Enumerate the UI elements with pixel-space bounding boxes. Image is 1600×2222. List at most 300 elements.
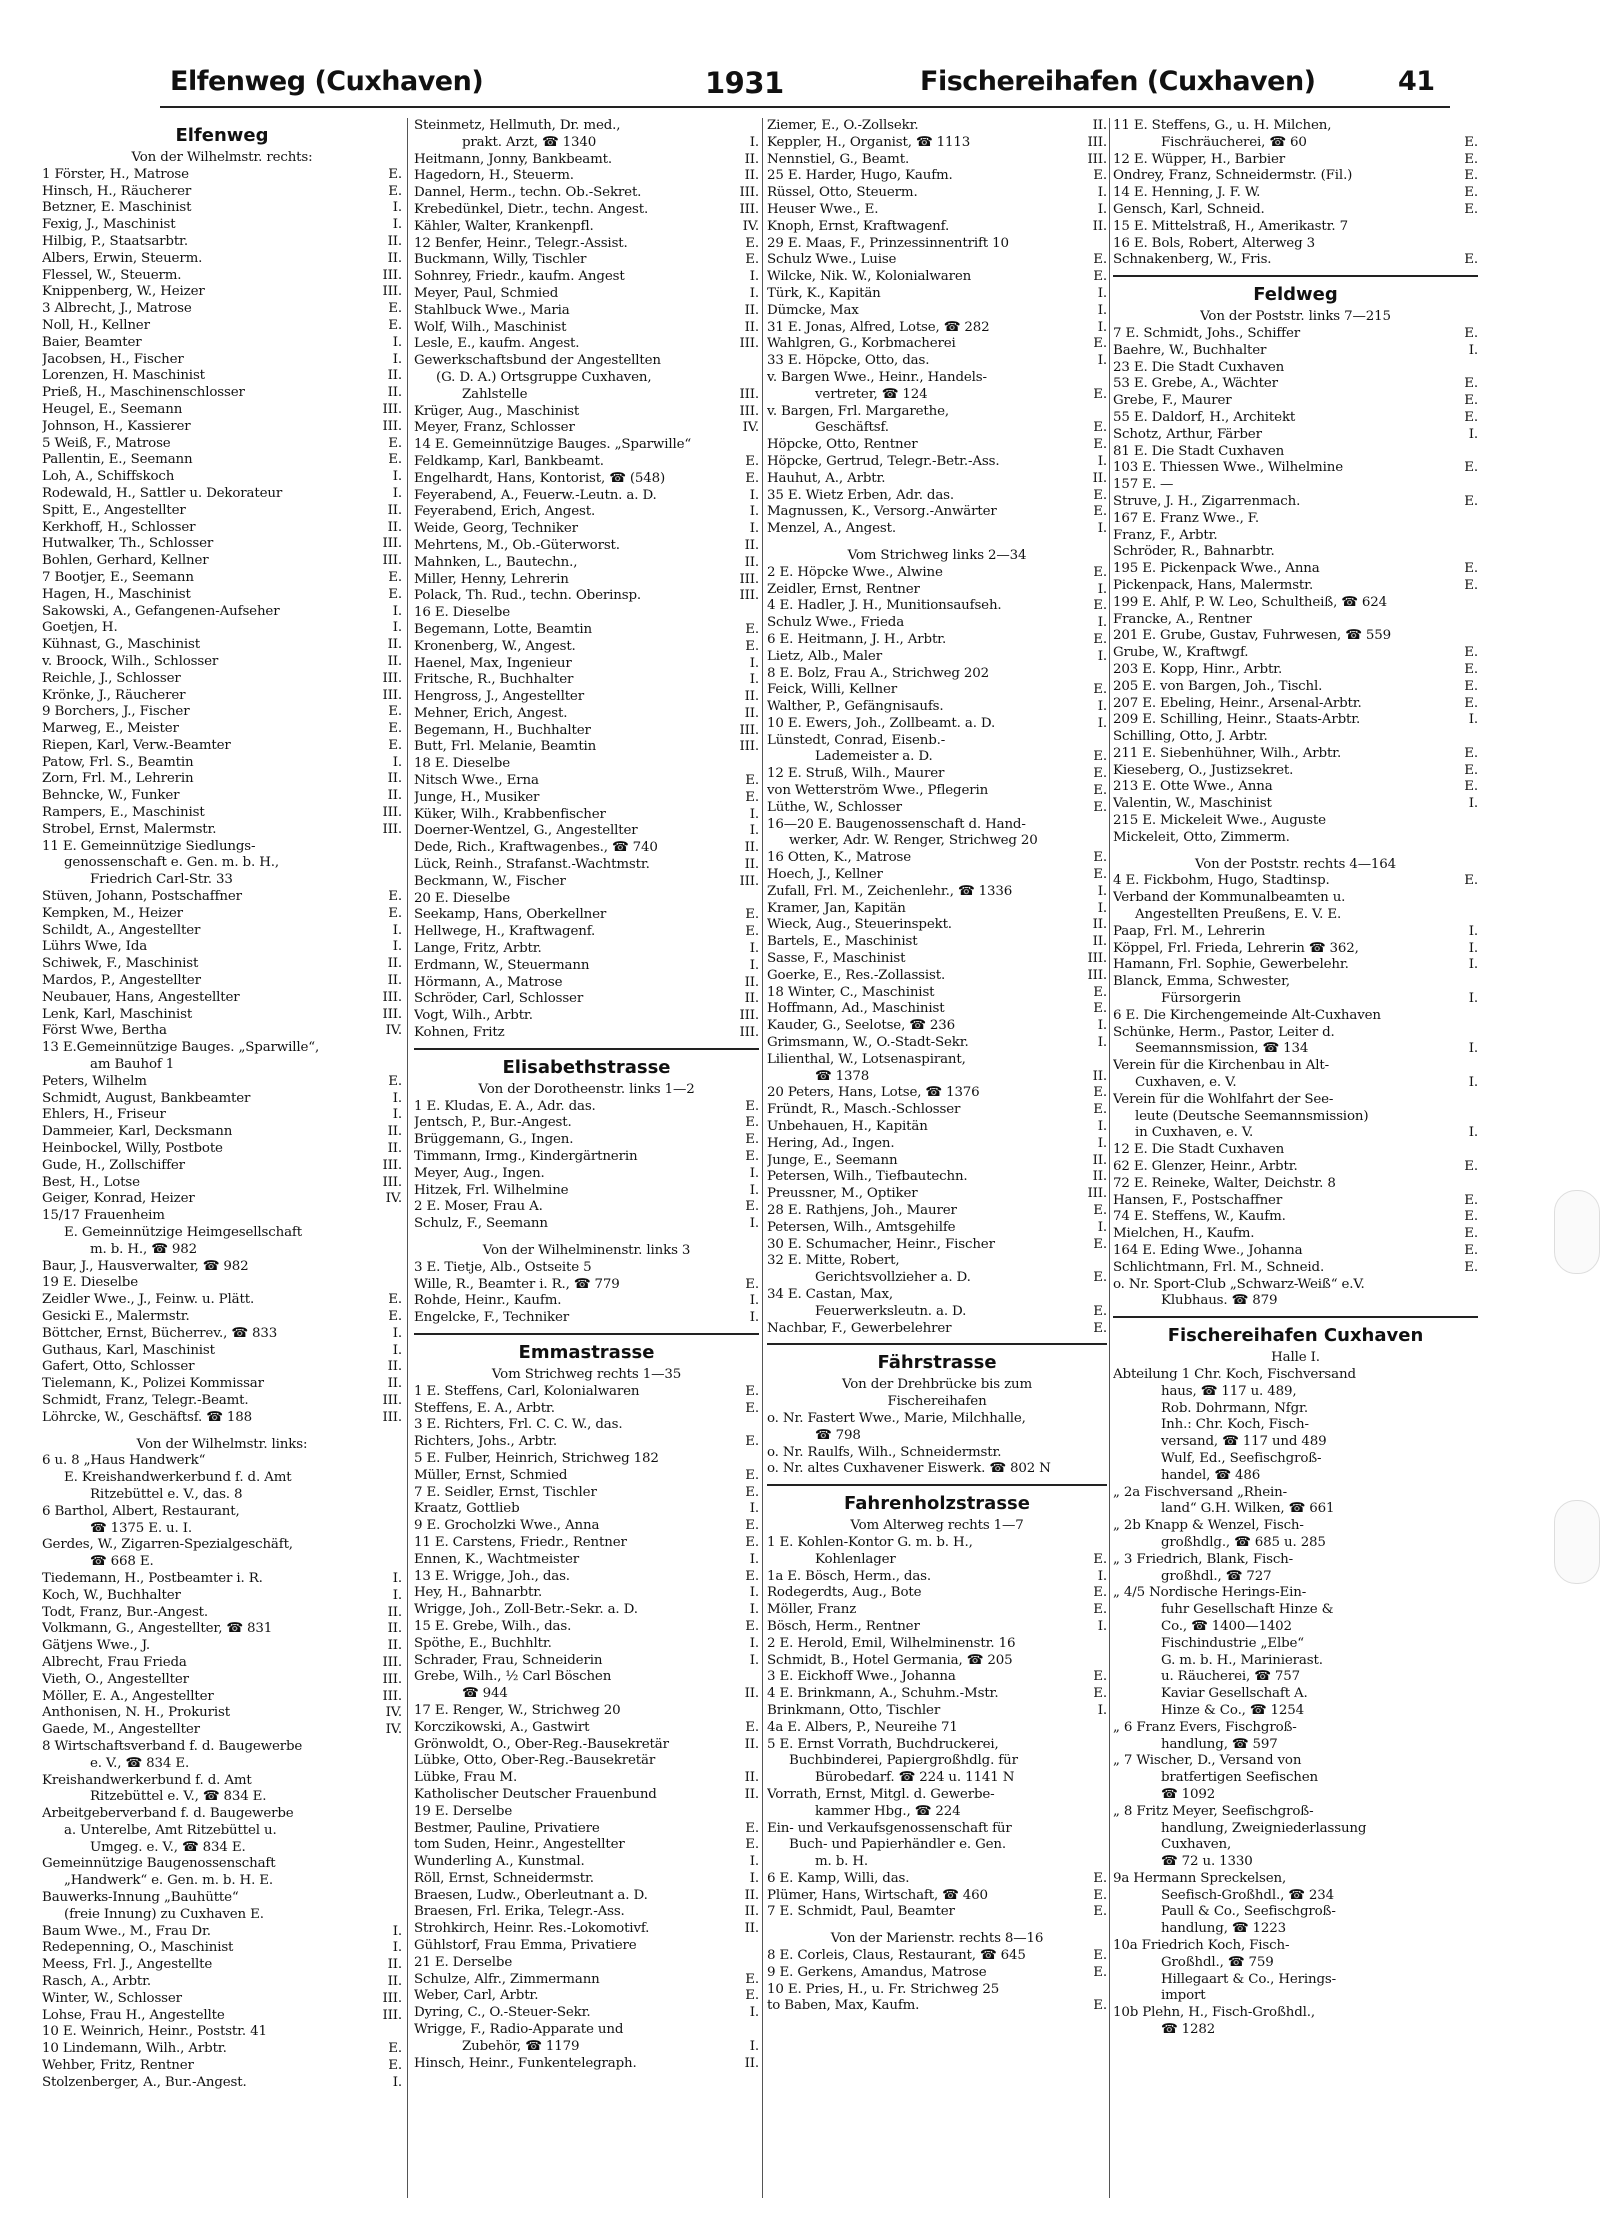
floor-marker: III. [1084,152,1107,169]
entry-text: Arbeitgeberverband f. d. Baugewerbe [42,1806,294,1822]
entry-text: 2 E. Moser, Frau A. [414,1199,543,1215]
floor-marker: I. [747,1552,759,1569]
entry-text: Wolf, Wilh., Maschinist [414,319,567,335]
resident-entry [767,437,1107,454]
entry-text: Betzner, E. Maschinist [42,200,192,216]
entry-text: Unbehauen, H., Kapitän [767,1119,928,1135]
resident-entry [414,1552,759,1569]
resident-entry [1113,1552,1478,1569]
resident-entry [1113,2022,1478,2039]
floor-marker: E. [1461,252,1478,269]
resident-entry [767,420,1107,437]
entry-text: Schmidt, August, Bankbeamter [42,1090,251,1106]
entry-text: Hauhut, A., Arbtr. [767,470,886,486]
resident-entry [1113,252,1478,269]
resident-entry [414,1099,759,1116]
section-divider [414,1333,759,1335]
entry-text: Gesicki E., Malermstr. [42,1308,190,1324]
floor-marker: E. [742,622,759,639]
floor-marker: E. [385,318,402,335]
column-divider [1109,118,1110,2198]
spacer [414,1233,759,1243]
entry-text: 12 E. Die Stadt Cuxhaven [1113,1142,1285,1158]
entry-text: Braesen, Frl. Erika, Telegr.-Ass. [414,1904,625,1920]
resident-entry [1113,813,1478,830]
floor-marker: III. [379,1158,402,1175]
page-number: 41 [1398,66,1435,97]
entry-text: Zahlstelle [462,386,528,402]
floor-marker: I. [747,1183,759,1200]
floor-marker: E. [1090,682,1107,699]
entry-text: Ennen, K., Wachtmeister [414,1551,579,1567]
floor-marker: III. [1084,968,1107,985]
section-subheading: Vom Strichweg rechts 1—35 [491,1366,682,1382]
entry-text: Goetjen, H. [42,620,118,636]
resident-entry [42,1191,402,1208]
floor-marker: I. [390,1940,402,1957]
resident-entry [1113,460,1478,477]
resident-entry [414,1938,759,1955]
resident-entry [414,471,759,488]
floor-marker: I. [747,1293,759,1310]
resident-entry [1113,1585,1478,1602]
entry-text: Mielchen, H., Kaufm. [1113,1226,1255,1242]
floor-marker: E. [1461,494,1478,511]
resident-entry [42,1655,402,1672]
resident-entry [42,570,402,587]
floor-marker: II. [742,152,759,169]
entry-text: Baehre, W., Buchhalter [1113,342,1267,358]
entry-text: Böttcher, Ernst, Bücherrev., ☎ 833 [42,1325,278,1341]
floor-marker: I. [390,1588,402,1605]
floor-marker: II. [742,2056,759,2073]
resident-entry [767,185,1107,202]
entry-text: Löhrcke, W., Geschäftsf. ☎ 188 [42,1409,253,1425]
resident-entry [767,320,1107,337]
floor-marker: III. [736,404,759,421]
resident-entry [42,1326,402,1343]
floor-marker: E. [1090,1237,1107,1254]
resident-entry [1113,1737,1478,1754]
resident-entry [414,1293,759,1310]
entry-text: Bestmer, Pauline, Privatiere [414,1820,600,1836]
floor-marker: E. [1461,168,1478,185]
floor-marker: II. [385,1605,402,1622]
resident-entry [414,891,759,908]
entry-text: Engelcke, F., Techniker [414,1310,570,1326]
resident-entry [414,622,759,639]
resident-entry [42,1074,402,1091]
resident-entry [414,907,759,924]
resident-entry [767,1569,1107,1586]
entry-text: Vieth, O., Angestellter [42,1671,189,1687]
resident-entry [42,1175,402,1192]
entry-text: Möller, E. A., Angestellter [42,1688,214,1704]
resident-entry [42,872,402,889]
entry-text: 10 Lindemann, Wilh., Arbtr. [42,2041,227,2057]
entry-text: Stahlbuck Wwe., Maria [414,302,570,318]
resident-entry [767,168,1107,185]
resident-entry [1113,1821,1478,1838]
floor-marker: III. [736,1025,759,1042]
resident-entry [767,951,1107,968]
resident-entry [767,666,1107,683]
entry-text: 35 E. Wietz Erben, Adr. das. [767,487,954,503]
floor-marker: II. [385,788,402,805]
resident-entry [767,118,1107,135]
resident-entry [767,286,1107,303]
entry-text: 203 E. Kopp, Hinr., Arbtr. [1113,661,1283,677]
resident-entry [42,1940,402,1957]
resident-entry [414,790,759,807]
resident-entry [1113,1109,1478,1126]
resident-entry [767,901,1107,918]
resident-entry [42,805,402,822]
entry-text: Paull & Co., Seefischgroß- [1161,1904,1336,1920]
entry-text: Marweg, E., Meister [42,721,179,737]
floor-marker: E. [385,889,402,906]
resident-entry [1113,1293,1478,1310]
entry-text: Lenk, Karl, Maschinist [42,1006,193,1022]
floor-marker: E. [1090,1904,1107,1921]
floor-marker: I. [747,286,759,303]
entry-text: 9 E. Gerkens, Amandus, Matrose [767,1964,987,1980]
resident-entry [42,1907,402,1924]
entry-text: 5 E. Ernst Vorrath, Buchdruckerei, [767,1736,999,1752]
resident-entry [414,320,759,337]
floor-marker: E. [1090,437,1107,454]
floor-marker: E. [742,639,759,656]
entry-text: Feldkamp, Karl, Bankbeamt. [414,453,604,469]
resident-entry [414,2005,759,2022]
floor-marker: E. [1090,1686,1107,1703]
resident-entry [767,1270,1107,1287]
floor-marker: III. [736,1008,759,1025]
resident-entry [767,1787,1107,1804]
entry-text: 207 E. Ebeling, Heinr., Arsenal-Arbtr. [1113,695,1362,711]
resident-entry [414,1988,759,2005]
floor-marker: I. [1095,1035,1107,1052]
entry-text: Haenel, Max, Ingenieur [414,655,572,671]
entry-text: o. Nr. Sport-Club „Schwarz-Weiß“ e.V. [1113,1276,1365,1292]
resident-entry [767,1411,1107,1428]
entry-text: Höpcke, Otto, Rentner [767,437,918,453]
resident-entry [767,985,1107,1002]
floor-marker: E. [385,570,402,587]
entry-text: Strobel, Ernst, Malermstr. [42,821,217,837]
floor-marker: I. [747,1854,759,1871]
resident-entry [767,1203,1107,1220]
entry-text: Klubhaus. ☎ 879 [1161,1293,1278,1309]
resident-entry [414,1904,759,1921]
resident-entry [42,452,402,469]
floor-marker: I. [390,352,402,369]
entry-text: Reichle, J., Schlosser [42,670,181,686]
entry-text: 18 E. Dieselbe [414,756,511,772]
section-subheading: Von der Poststr. links 7—215 [1200,309,1391,325]
floor-marker: II. [385,1124,402,1141]
entry-text: Großhdl., ☎ 759 [1161,1954,1274,1970]
entry-text: 3 Albrecht, J., Matrose [42,301,192,317]
resident-entry [767,817,1107,834]
entry-text: Hellwege, H., Kraftwagenf. [414,924,596,940]
resident-entry [414,454,759,471]
floor-marker: E. [742,907,759,924]
entry-text: Rodegerdts, Aug., Bote [767,1585,922,1601]
floor-marker: III. [379,536,402,553]
floor-marker: I. [747,1216,759,1233]
resident-entry [42,1376,402,1393]
floor-marker: E. [742,1277,759,1294]
floor-marker: I. [1466,796,1478,813]
floor-marker: II. [742,1770,759,1787]
entry-text: Richters, Johs., Arbtr. [414,1434,558,1450]
entry-text: Jentsch, P., Bur.-Angest. [414,1115,572,1131]
entry-text: Bösch, Herm., Rentner [767,1618,920,1634]
entry-text: Heitmann, Jonny, Bankbeamt. [414,151,613,167]
floor-marker: I. [747,1501,759,1518]
resident-entry [1113,1871,1478,1888]
floor-marker: I. [390,1571,402,1588]
entry-text: Nennstiel, G., Beamt. [767,151,910,167]
entry-text: 11 E. Steffens, G., u. H. Milchen, [1113,118,1332,133]
resident-entry [42,1040,402,1057]
floor-marker: E. [385,1309,402,1326]
floor-marker: III. [379,1655,402,1672]
floor-marker: III. [736,572,759,589]
floor-marker: E. [742,1569,759,1586]
entry-text: Petersen, Wilh., Tiefbautechn. [767,1169,968,1185]
resident-entry [767,1636,1107,1653]
entry-text: Mehner, Erich, Angest. [414,705,568,721]
street-heading: Fischereihafen Cuxhaven [1167,1325,1424,1347]
entry-text: Wunderling A., Kunstmal. [414,1854,585,1870]
resident-entry [1113,1619,1478,1636]
floor-marker: I. [1095,303,1107,320]
entry-text: Ehlers, H., Friseur [42,1107,166,1123]
floor-marker: I. [747,672,759,689]
resident-entry [1113,1518,1478,1535]
entry-text: Menzel, A., Angest. [767,521,896,537]
floor-marker: III. [379,688,402,705]
resident-entry [767,1821,1107,1838]
resident-entry [414,1384,759,1401]
entry-text: Kieseberg, O., Justizsekret. [1113,762,1294,778]
floor-marker: I. [1095,716,1107,733]
resident-entry [1113,360,1478,377]
entry-text: m. b. H., ☎ 982 [90,1241,197,1257]
resident-entry [767,833,1107,850]
resident-entry [1113,1075,1478,1092]
resident-entry [1113,729,1478,746]
entry-text: Müller, Ernst, Schmied [414,1467,568,1483]
resident-entry [767,968,1107,985]
resident-entry [42,1739,402,1756]
entry-text: Paap, Frl. M., Lehrerin [1113,923,1266,939]
entry-text: ☎ 668 E. [90,1554,154,1570]
column-3 [767,118,1107,2208]
entry-text: genossenschaft e. Gen. m. b. H., [64,855,279,871]
resident-entry [42,654,402,671]
floor-marker: I. [1095,649,1107,666]
resident-entry [1113,1226,1478,1243]
entry-text: 10b Plehn, H., Fisch-Großhdl., [1113,2005,1315,2021]
floor-marker: I. [1466,1041,1478,1058]
entry-text: Erdmann, W., Steuermann [414,957,590,973]
resident-entry [414,1972,759,1989]
resident-entry [42,1292,402,1309]
entry-text: 4 E. Brinkmann, A., Schuhm.-Mstr. [767,1686,999,1702]
entry-text: Lorenzen, H. Maschinist [42,368,205,384]
floor-marker: E. [1090,420,1107,437]
entry-text: v. Broock, Wilh., Schlosser [42,653,219,669]
resident-entry [42,1638,402,1655]
entry-text: Schulz Wwe., Luise [767,252,897,268]
entry-text: Katholischer Deutscher Frauenbund [414,1786,657,1802]
entry-text: Johnson, H., Kassierer [42,418,191,434]
resident-entry [767,1720,1107,1737]
entry-text: Francke, A., Rentner [1113,611,1252,627]
entry-text: 62 E. Glenzer, Heinr., Arbtr. [1113,1159,1298,1175]
resident-entry [42,184,402,201]
entry-text: 199 E. Ahlf, P. W. Leo, Schultheiß, ☎ 624 [1113,594,1388,610]
entry-text: Hengross, J., Angestellter [414,689,584,705]
resident-entry [414,1518,759,1535]
resident-entry [42,1393,402,1410]
floor-marker: E. [385,301,402,318]
entry-text: Buch- und Papierhändler e. Gen. [789,1837,1006,1853]
entry-text: 9 Borchers, J., Fischer [42,704,190,720]
entry-text: 10a Friedrich Koch, Fisch- [1113,1938,1290,1954]
entry-text: Hoech, J., Kellner [767,867,883,883]
entry-text: ☎ 1375 E. u. I. [90,1520,192,1536]
entry-text: Schröder, R., Bahnarbtr. [1113,544,1275,560]
resident-entry [767,1237,1107,1254]
floor-marker: E. [742,1199,759,1216]
resident-entry [42,839,402,856]
entry-text: Hansen, F., Postschaffner [1113,1192,1283,1208]
entry-text: Rodewald, H., Sattler u. Dekorateur [42,485,283,501]
entry-text: 72 E. Reineke, Walter, Deichstr. 8 [1113,1175,1336,1191]
resident-entry [42,1756,402,1773]
resident-entry [414,941,759,958]
resident-entry [767,884,1107,901]
entry-text: Friedrich Carl-Str. 33 [90,872,233,888]
entry-text: 6 E. Kamp, Willi, das. [767,1870,910,1886]
entry-text: 74 E. Steffens, W., Kaufm. [1113,1209,1286,1225]
entry-text: Fürsorgerin [1161,991,1241,1007]
entry-text: 6 E. Heitmann, J. H., Arbtr. [767,631,947,647]
resident-entry [767,749,1107,766]
resident-entry [767,1304,1107,1321]
floor-marker: E. [742,1485,759,1502]
entry-text: Timmann, Irmg., Kindergärtnerin [414,1149,638,1165]
resident-entry [1113,1058,1478,1075]
spacer [767,538,1107,548]
resident-entry [414,1008,759,1025]
resident-entry [767,1253,1107,1270]
entry-text: Volkmann, G., Angestellter, ☎ 831 [42,1621,273,1637]
resident-entry [414,387,759,404]
resident-entry [1113,941,1478,958]
floor-marker: I. [747,504,759,521]
entry-text: großhdlg., ☎ 685 u. 285 [1161,1534,1326,1550]
resident-entry [42,1225,402,1242]
entry-text: 2 E. Herold, Emil, Wilhelminenstr. 16 [767,1635,1016,1651]
entry-text: Schulz Wwe., Frieda [767,615,905,631]
entry-text: 14 E. Henning, J. F. W. [1113,185,1261,201]
floor-marker: II. [1090,1069,1107,1086]
resident-entry [1113,1277,1478,1294]
entry-text: 10 E. Ewers, Joh., Zollbeamt. a. D. [767,715,996,731]
floor-marker: E. [742,790,759,807]
column-divider [407,118,408,2198]
floor-marker: II. [385,1957,402,1974]
entry-text: Seefisch-Großhdl., ☎ 234 [1161,1887,1335,1903]
resident-entry [1113,1988,1478,2005]
resident-entry [42,1057,402,1074]
resident-entry [1113,924,1478,941]
resident-entry [42,1537,402,1554]
floor-marker: E. [1461,185,1478,202]
header-left-street-range: Elfenweg (Cuxhaven) [170,66,484,97]
resident-entry [42,1504,402,1521]
resident-entry [42,587,402,604]
resident-entry [767,1854,1107,1871]
resident-entry [414,1468,759,1485]
resident-entry [414,840,759,857]
floor-marker: I. [1466,941,1478,958]
resident-entry [767,783,1107,800]
floor-marker: III. [379,402,402,419]
entry-text: Engelhardt, Hans, Kontorist, ☎ (548) [414,470,666,486]
floor-marker: II. [385,637,402,654]
entry-text: Prieß, H., Maschinenschlosser [42,385,245,401]
resident-entry [42,1991,402,2008]
resident-entry [42,301,402,318]
resident-entry [767,1119,1107,1136]
entry-text: 3 E. Tietje, Alb., Ostseite 5 [414,1259,592,1275]
floor-marker: III. [736,387,759,404]
resident-entry [42,1840,402,1857]
entry-text: Hey, H., Bahnarbtr. [414,1585,543,1601]
floor-marker: E. [385,704,402,721]
resident-entry [414,555,759,572]
floor-marker: E. [742,1132,759,1149]
resident-entry [42,620,402,637]
entry-text: handlung, Zweigniederlassung [1161,1820,1367,1836]
section-subheading: Vom Strichweg links 2—34 [847,547,1027,563]
floor-marker: I. [1095,1119,1107,1136]
resident-entry [767,1102,1107,1119]
resident-entry [767,370,1107,387]
entry-text: Heinbockel, Willy, Postbote [42,1141,223,1157]
entry-text: Valentin, W., Maschinist [1113,796,1272,812]
floor-marker: I. [747,1166,759,1183]
resident-entry [767,1428,1107,1445]
entry-text: Krebedünkel, Dietr., techn. Angest. [414,201,649,217]
resident-entry [767,699,1107,716]
resident-entry [767,202,1107,219]
entry-text: kammer Hbg., ☎ 224 [815,1803,961,1819]
resident-entry [414,219,759,236]
resident-entry [414,521,759,538]
resident-entry [414,1451,759,1468]
floor-marker: I. [1466,1075,1478,1092]
resident-entry [1113,1434,1478,1451]
floor-marker: E. [742,1434,759,1451]
resident-entry [767,236,1107,253]
